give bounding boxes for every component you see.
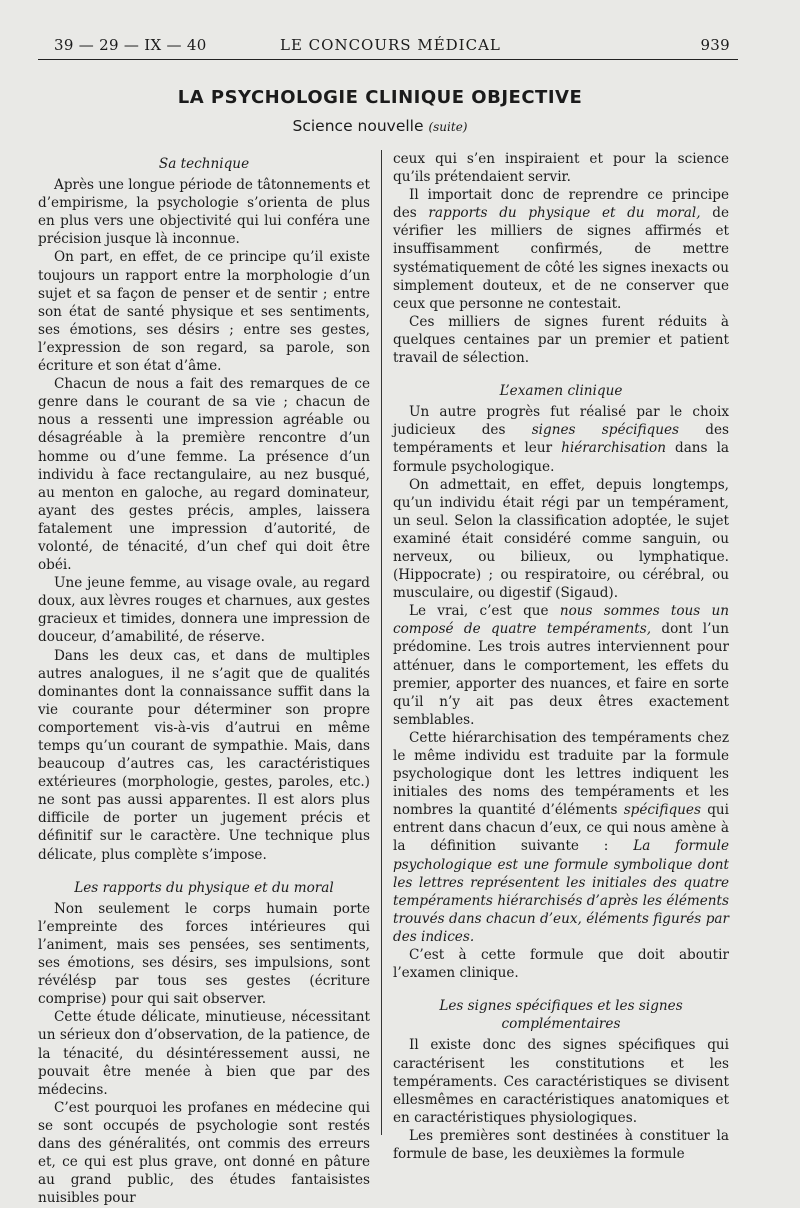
section-heading: Les rapports du physique et du moral — [74, 879, 334, 896]
paragraph: ceux qui s’en inspiraient et pour la science qu’ils prétendaient servir. — [393, 151, 729, 186]
column-divider — [381, 150, 382, 1135]
paragraph — [393, 602, 729, 729]
paragraph: On admettait, en effet, depuis longtemps, qu’un individu était régi par un tempérament, un seul. Selon la classification adoptée, le sujet examiné était considéré comme sanguin, ou nerveux, ou bilieux, ou lymphatique. (Hippocrate) ; ou respiratoire, ou cérébral, ou musculaire, ou digestif (Sigaud). — [393, 476, 729, 602]
text-run: qui entrent dans chacun d’eux, ce qui nous amène à la définition suivante : — [393, 802, 729, 855]
paragraph — [393, 403, 729, 475]
page-number: 939 — [700, 36, 730, 54]
text-run: Un autre progrès fut réalisé par le choix judicieux des — [393, 404, 729, 439]
text-run: de vérifier les milliers de signes affirmés et insuffisamment confirmés, de mettre systématiquement de côté les signes inexacts ou simplement douteux, et de ne conserver que ceux que personne ne contestait. — [393, 205, 729, 312]
paragraph: Cette étude délicate, minutieuse, nécessitant un sérieux don d’observation, de la patience, de la ténacité, du désintéressement aussi, ne pouvait être menée à bien que par des médecins. — [38, 1009, 370, 1098]
text-run: Le vrai, c’est que — [409, 603, 549, 620]
paragraph: C’est à cette formule que doit aboutir l’examen clinique. — [393, 947, 729, 982]
paragraph: Non seulement le corps humain porte l’empreinte des forces intérieures qui l’animent, mais ses pensées, ses sentiments, ses émotions, ses désirs, ses impulsions, sont révélésp par tous ses gestes (écriture comprise) pour qui sait observer. — [38, 900, 370, 1008]
paragraph: Chacun de nous a fait des remarques de ce genre dans le courant de sa vie ; chacun de nous a ressenti une impression agréable ou désagréable à la première rencontre d’un homme ou d’une femme. La présence d’un individu à face rectangulaire, au nez busqué, au menton en galoche, au regard dominateur, ayant des gestes précis, amples, laissera fatalement une impression d’autorité, de volonté, de ténacité, d’un chef qui doit être obéi. — [38, 376, 370, 574]
paragraph — [393, 729, 729, 946]
subtitle-text: Science nouvelle — [292, 117, 424, 135]
paragraph: Une jeune femme, au visage ovale, au regard doux, aux lèvres rouges et charnues, aux gestes gracieux et timides, donnera une impression de douceur, d’amabilité, de réserve. — [38, 575, 370, 646]
paragraph — [393, 186, 729, 313]
paragraph: C’est pourquoi les profanes en médecine qui se sont occupés de psychologie sont restés dans des généralités, ont commis des erreurs et, ce qui est plus grave, ont donné en pâture au grand public, des études fantaisistes nuisibles pour — [38, 1099, 370, 1207]
paragraph: On part, en effet, de ce principe qu’il existe toujours un rapport entre la morphologie d’un sujet et sa façon de penser et de sentir ; entre son état de santé physique et ses sentiments, ses émotions, ses désirs ; entre ses gestes, l’expression de son regard, sa parole, son écriture et son état d’âme. — [38, 249, 370, 375]
emphasis: rapports du physique et du moral, — [428, 205, 701, 222]
text-run: dont l’un prédomine. Les trois autres interviennent pour atténuer, dans le comportement, les effets du premier, apporter des nuances, et faire en sorte qu’il n’y ait pas deux êtres exactement semblables. — [393, 621, 729, 728]
text-run: Il importait donc de reprendre ce principe des — [393, 187, 729, 222]
text-run: dans la formule psychologique. — [393, 440, 730, 475]
section-heading: Sa technique — [158, 156, 250, 172]
section-heading: Les signes spécifiques et les signes complémentaires — [439, 998, 683, 1033]
emphasis: spécifiques — [623, 802, 701, 819]
article-title: LA PSYCHOLOGIE CLINIQUE OBJECTIVE — [177, 87, 583, 108]
paragraph: Il existe donc des signes spécifiques qui caractérisent les constitutions et les tempéraments. Ces caractéristiques se divisent ellesmêmes en caractéristiques anatomiques et en caractéristiques physiologiques. — [393, 1037, 729, 1126]
section-heading: L’examen clinique — [499, 383, 623, 400]
emphasis: La formule psychologique est une formule symbolique dont les lettres représentent les initiales des quatre tempéraments hiérarchisés d’après les éléments trouvés dans chacun d’eux, éléments figurés par des indices. — [393, 838, 729, 945]
running-header — [50, 34, 730, 56]
left-column — [38, 152, 370, 1207]
text-run: des tempéraments et leur — [393, 422, 729, 457]
emphasis: signes spécifiques — [531, 422, 679, 439]
subtitle-note: (suite) — [428, 120, 468, 134]
paragraph: Ces milliers de signes furent réduits à quelques centaines par un premier et patient travail de sélection. — [393, 313, 729, 367]
issue-date: 39 — 29 — IX — 40 — [54, 36, 207, 54]
emphasis: nous sommes tous un composé de quatre tempéraments, — [393, 603, 730, 638]
emphasis: hiérarchisation — [561, 440, 666, 457]
right-column — [393, 150, 729, 1163]
header-rule — [38, 59, 738, 60]
text-run: Cette hiérarchisation des tempéraments chez le même individu est traduite par la formule psychologique dont les lettres indiquent les initiales des noms des tempéraments et les nombres la quantité d’éléments — [393, 729, 729, 819]
journal-title: LE CONCOURS MÉDICAL — [280, 36, 501, 54]
paragraph: Dans les deux cas, et dans de multiples autres analogues, il ne s’agit que de qualités dominantes dont la connaissance suffit dans la vie courante pour déterminer son propre comportement vis-à-vis d’autrui en même temps qu’un courant de sympathie. Mais, dans beaucoup d’autres cas, les caractéristiques extérieures (morphologie, gestes, paroles, etc.) ne sont pas aussi apparentes. Il est alors plus difficile de porter un jugement précis et définitif sur le caractère. Une technique plus délicate, plus complète s’impose. — [38, 647, 370, 863]
article-subtitle — [0, 117, 760, 135]
paragraph: Après une longue période de tâtonnements et d’empirisme, la psychologie s’orienta de plus en plus vers une objectivité qui lui conféra une précision jusque là inconnue. — [38, 177, 370, 248]
paragraph: Les premières sont destinées à constituer la formule de base, les deuxièmes la formule — [393, 1127, 729, 1162]
